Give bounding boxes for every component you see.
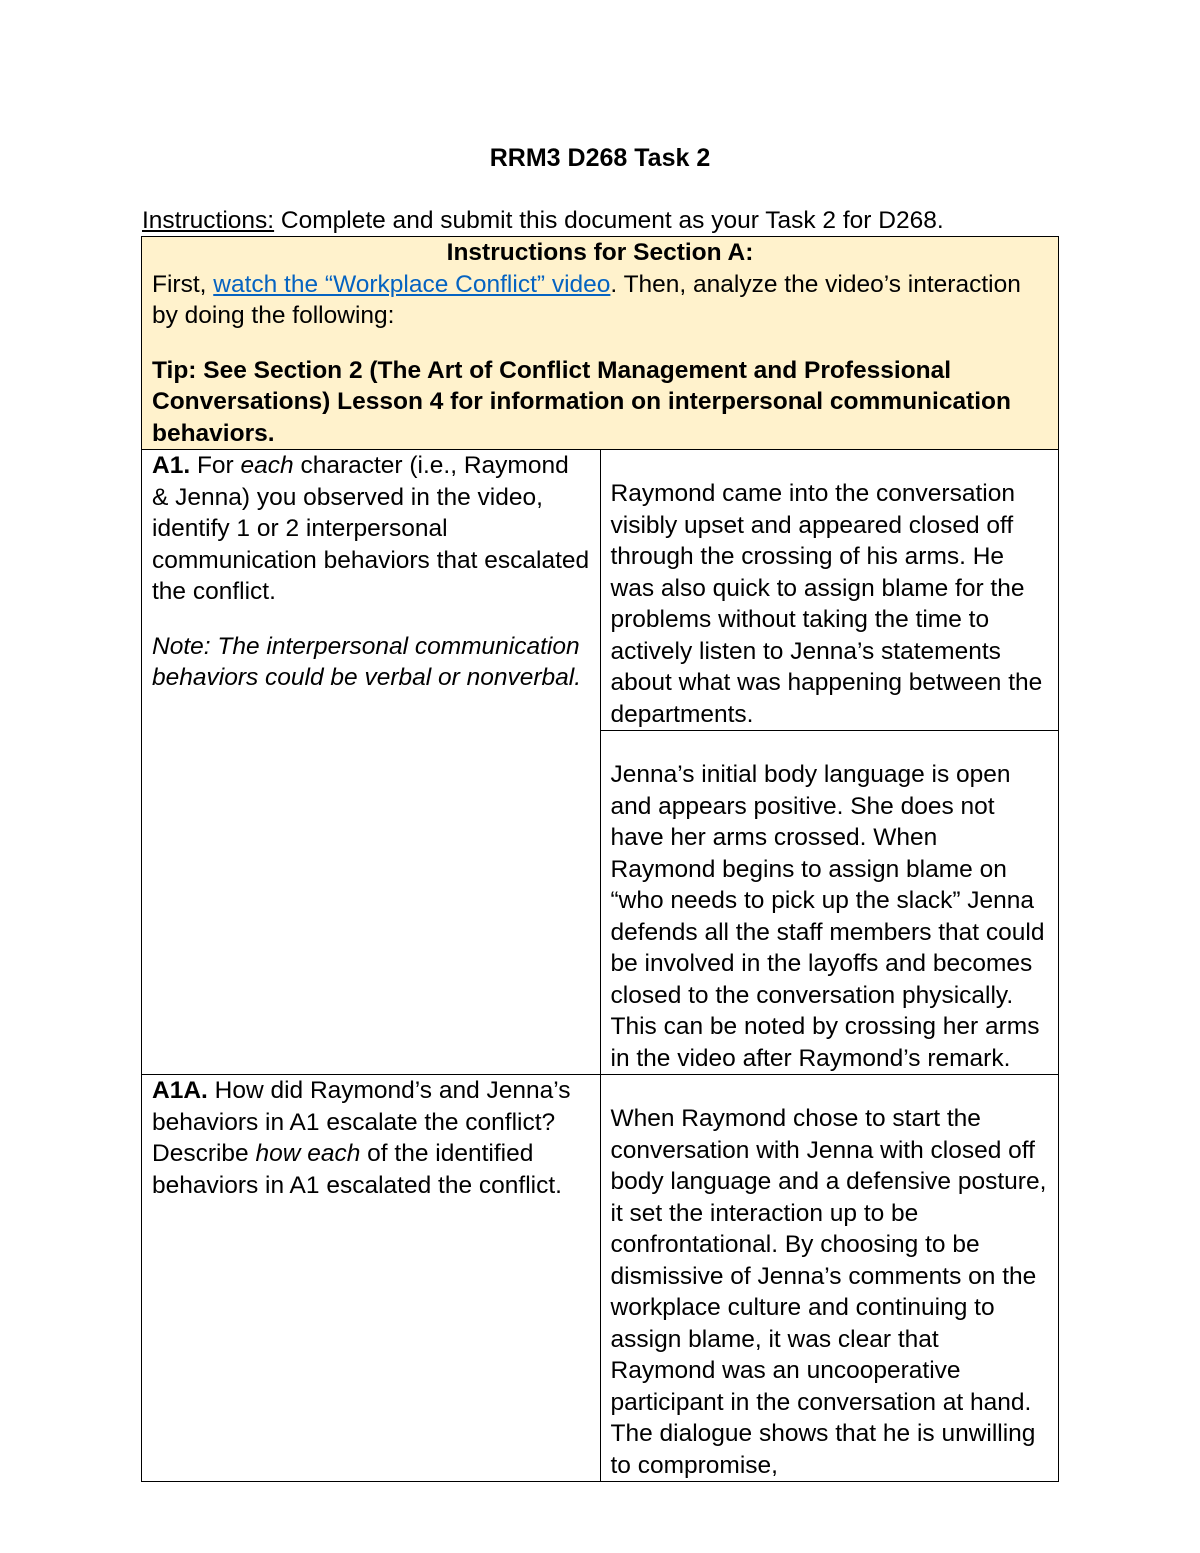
section-a-heading: Instructions for Section A:: [446, 239, 754, 266]
a1-note: Note: The interpersonal communication behaviors could be verbal or nonverbal.: [152, 632, 582, 691]
a1-answer-raymond-cell[interactable]: [600, 450, 1059, 731]
a1-prompt-part1: For: [190, 452, 241, 479]
a1-prompt-cell: [142, 450, 601, 1075]
instructions-label: Instructions:: [142, 207, 275, 234]
workplace-conflict-video-link[interactable]: watch the “Workplace Conflict” video: [213, 270, 611, 298]
a1-answer-jenna: Jenna’s initial body language is open and appears positive. She does not have her arms crossed. When Raymond begins to assign blame on “who needs to pick up the slack” Jenna defends all the staff members that could be involved in the layoffs and becomes closed to the conversation physically. This can be noted by crossing her arms in the video after Raymond’s remark.: [610, 761, 1045, 1072]
a1a-prompt-emphasis: how each: [255, 1140, 361, 1167]
a1-answer-jenna-cell[interactable]: [600, 731, 1059, 1075]
section-a-instructions-cell: [142, 237, 1059, 450]
a1a-prompt-part2: of the identified behaviors in A1 escalated the conflict.: [152, 1140, 562, 1199]
a1a-prompt-cell: [142, 1075, 601, 1482]
section-a-intro-before-link: First,: [152, 270, 214, 298]
a1a-prompt-part1: How did Raymond’s and Jenna’s behaviors in A1 escalate the conflict? Describe: [152, 1077, 571, 1167]
instructions-line: [142, 206, 944, 236]
section-a-intro: [152, 269, 1048, 332]
a1a-answer-cell[interactable]: [600, 1075, 1059, 1482]
section-a-row: [142, 237, 1059, 450]
a1a-label: A1A.: [152, 1077, 208, 1104]
task-table: [141, 236, 1059, 1482]
a1-prompt-part2: character (i.e., Raymond & Jenna) you observed in the video, identify 1 or 2 interpersonal communication behaviors that escalated the conflict.: [152, 452, 590, 605]
section-a-intro-after-link: . Then, analyze the video’s interaction by doing the following:: [152, 270, 1021, 329]
a1a-answer: When Raymond chose to start the conversation with Jenna with closed off body language and a defensive posture, it set the interaction up to be confrontational. By choosing to be dismissive of Jenna’s comments on the workplace culture and continuing to assign blame, it was clear that Raymond was an uncooperative participant in the conversation at hand. The dialogue shows that he is unwilling to compromise,: [610, 1105, 1047, 1479]
a1-prompt: [152, 450, 590, 608]
a1-label: A1.: [152, 452, 191, 479]
section-a-tip: Tip: See Section 2 (The Art of Conflict Management and Professional Conversations) Lesson 4 for information on interpersonal communication behaviors.: [152, 356, 1011, 447]
a1a-prompt: [152, 1075, 590, 1201]
a1-prompt-emphasis: each: [240, 452, 294, 479]
document-title: RRM3 D268 Task 2: [489, 144, 711, 172]
instructions-text: Complete and submit this document as your Task 2 for D268.: [274, 207, 944, 234]
a1-row-raymond: [142, 450, 1059, 731]
a1a-row: [142, 1075, 1059, 1482]
a1-answer-raymond: Raymond came into the conversation visibly upset and appeared closed off through the crossing of his arms. He was also quick to assign blame for the problems without taking the time to actively listen to Jenna’s statements about what was happening between the departments.: [610, 480, 1043, 728]
